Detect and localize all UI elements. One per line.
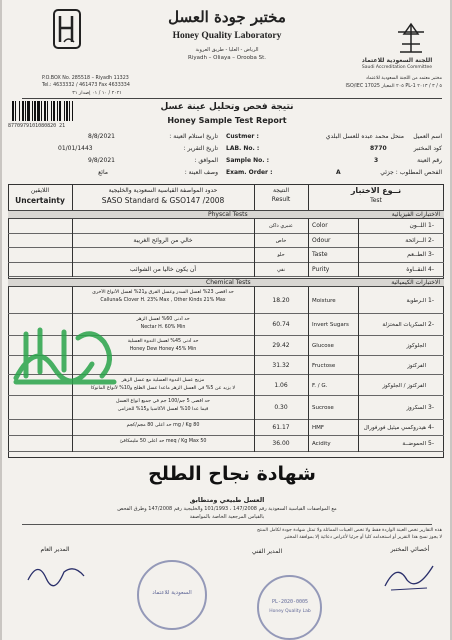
chemical-result: 36.00 bbox=[272, 440, 290, 447]
exam-label-en: Exam. Order : bbox=[226, 169, 273, 176]
chemical-result: 0.30 bbox=[274, 404, 288, 411]
physical-test-ar: الــرائحة bbox=[405, 236, 426, 244]
chemical-row bbox=[8, 396, 444, 420]
physical-test-num: 2- bbox=[428, 236, 434, 244]
physical-test-num: 1- bbox=[428, 222, 434, 229]
chemical-test-ar: السكروز bbox=[406, 405, 426, 411]
barcode-number: 8770979101080820 21 bbox=[8, 123, 66, 129]
conclusion-rule bbox=[22, 524, 432, 525]
chemical-section-header bbox=[8, 278, 444, 287]
corresponding-value: 9/8/2021 bbox=[88, 157, 115, 164]
physical-limit: خالي من الروائح الغريبة bbox=[133, 236, 193, 244]
corresponding-label: الموافق : bbox=[194, 157, 218, 164]
chemical-test-en: Moisture bbox=[312, 297, 336, 304]
accreditation-ar: اللجنة السعودية للاعتماد bbox=[361, 57, 433, 64]
exam-value: A bbox=[336, 169, 341, 176]
sample-desc-value: مائع bbox=[98, 169, 108, 176]
chemical-limit-line: مزيج عسل الندوة العسلية مع عسل الزهر bbox=[121, 378, 205, 383]
physical-test-en: Color bbox=[312, 222, 328, 229]
chemical-title-en: Chemical Tests bbox=[206, 279, 251, 286]
physical-result: نقي bbox=[276, 266, 286, 273]
physical-row bbox=[8, 263, 444, 278]
sample-no-label-ar: رقم العينة bbox=[417, 157, 442, 164]
address-en: Riyadh – Oliaya – Orooba St. bbox=[187, 55, 267, 61]
chemical-test-en: Sucrose bbox=[312, 405, 334, 411]
chemical-test-ar: الجلوكوز bbox=[406, 343, 426, 349]
info-block bbox=[8, 131, 444, 181]
chemical-test-ar: الـرطوبة bbox=[406, 297, 426, 304]
physical-test-num: 4- bbox=[428, 265, 434, 273]
barcode bbox=[10, 100, 102, 122]
calligraphy-watermark bbox=[6, 320, 126, 390]
signature-specialist bbox=[377, 556, 441, 596]
sample-no-label-en: Sample No. : bbox=[226, 157, 270, 164]
accreditation-note: مختبر معتمد من اللجنة السعودية للاعتماد bbox=[365, 76, 442, 81]
receive-date-label: تاريخ استلام العينة : bbox=[169, 133, 218, 140]
chemical-limit-line: 50 meq / Kg Max حد أعلى 50 مليمكافئ bbox=[119, 439, 207, 444]
lab-no-label-ar: كود المختبر bbox=[413, 145, 442, 152]
chemical-result: 18.20 bbox=[272, 296, 290, 304]
header-rule bbox=[22, 98, 442, 99]
physical-result: حلو bbox=[277, 252, 285, 259]
physical-result: عنبري داكن bbox=[268, 223, 294, 229]
th-result-ar: النتيجة bbox=[272, 187, 290, 194]
sample-no-value: 3 bbox=[374, 157, 379, 164]
chemical-test-en: Fructose bbox=[312, 362, 336, 369]
accreditation-en: Saudi Accreditation Committee bbox=[361, 65, 433, 70]
chemical-test-num: 5- bbox=[428, 440, 434, 447]
manager-label: المدير العام bbox=[40, 546, 70, 553]
conclusion-heading: العسل طبيعي ومتطابق bbox=[189, 496, 265, 504]
report-date-label: تاريخ التقرير : bbox=[183, 145, 218, 152]
footer-note-1: هذه التقارير تخص العينة الواردة فقط ولا تخص العينات المماثلة ولا تمثل شهادة جودة لكامل المنتج bbox=[256, 528, 442, 533]
report-title-ar: نتيجة فحص وتحليل عينة عسل bbox=[160, 102, 294, 112]
chemical-test-en: Invert Sugars bbox=[312, 322, 349, 328]
pobox: P.O.BOX No. 285518 – Riyadh 11323 bbox=[42, 76, 129, 81]
physical-test-ar: النقــاوة bbox=[406, 265, 426, 273]
chemical-test-ar: السكريات المختزلة bbox=[382, 322, 426, 328]
sample-desc-label: وصف العينة : bbox=[184, 169, 218, 176]
th-test-en: Test bbox=[370, 197, 382, 204]
chemical-limit-line: Calluna& Clover H. 23% Max , Other Kinds 21% Max bbox=[100, 298, 226, 303]
physical-row bbox=[8, 219, 444, 234]
chemical-test-num: 2- bbox=[428, 321, 434, 328]
chemical-limit-line: فيما عدا 10% لعسل الأكاسيا و15% للخزامى bbox=[117, 407, 209, 412]
chemical-test-en: F. / G. bbox=[312, 382, 328, 389]
chemical-title-ar: الاختبارات الكيميائية bbox=[391, 279, 440, 286]
chemical-test-num: 4- bbox=[428, 424, 434, 431]
customer-label-en: Custmer : bbox=[226, 133, 259, 140]
accreditation-logo bbox=[390, 22, 432, 56]
physical-test-num: 3- bbox=[428, 251, 434, 259]
report-title-en: Honey Sample Test Report bbox=[167, 116, 287, 125]
customer-value: منحل محمد عبده للعسل البلدي bbox=[325, 133, 404, 140]
chemical-limit-line: حد أدنى 45% لعسل الندوة العسلية bbox=[127, 339, 199, 344]
th-limits-en: SASO Standard & GSO147 /2008 bbox=[101, 196, 225, 205]
physical-test-ar: اللــون bbox=[409, 222, 426, 229]
report-date-value: 01/01/1443 bbox=[58, 145, 93, 152]
th-uncertainty-en: Uncertainty bbox=[15, 196, 65, 205]
th-test-ar: نــوع الاختبار bbox=[350, 186, 402, 195]
chemical-test-en: Acidity bbox=[312, 441, 331, 447]
physical-result: خاص bbox=[275, 237, 287, 244]
chemical-limit-line: حد أقصى 23% لعسل السدر وعسل الفرق و21% لعسل الأنواع الأخرى bbox=[92, 290, 234, 295]
chemical-result: 31.32 bbox=[272, 361, 290, 369]
issue-code: ٢٠٢١ / ١٠ / ٠١ إصدار ٣١ bbox=[72, 91, 122, 96]
footer-note-2: لا يجوز نسخ هذا التقرير أو استخدامه كليا أو جزئيا لأغراض دعائية إلا بموافقة المختبر bbox=[284, 535, 442, 540]
stamp-text-3: Honey Quality Lab bbox=[269, 609, 311, 614]
th-result-en: Result bbox=[271, 196, 291, 203]
chemical-result: 60.74 bbox=[272, 321, 290, 328]
address-ar: الرياض - العليا - طريق العروبة bbox=[195, 47, 259, 53]
chemical-row bbox=[8, 420, 444, 436]
tel-fax: Tel.: 4633332 / 461473 Fax 4633334 bbox=[42, 83, 130, 88]
stamp-text-1: السعودية للاعتماد bbox=[152, 590, 192, 596]
stamp-lab bbox=[257, 575, 322, 640]
physical-test-en: Odour bbox=[312, 236, 331, 244]
report-paper bbox=[2, 0, 450, 640]
physical-row bbox=[8, 248, 444, 263]
chemical-test-ar: الفركتوز / الجلوكوز bbox=[382, 382, 426, 389]
chemical-row bbox=[8, 287, 444, 314]
lab-name-ar: مختبر جودة العسل bbox=[168, 8, 286, 26]
chemical-result: 29.42 bbox=[272, 342, 290, 349]
chemical-limit-line: حد أدنى 60% لعسل الزهر bbox=[136, 317, 190, 322]
header bbox=[2, 0, 450, 100]
lab-no-label-en: LAB. No. : bbox=[226, 145, 260, 152]
signature-manager bbox=[24, 558, 88, 588]
physical-limit: أن يكون خاليا من الشوائب bbox=[129, 265, 197, 273]
physical-row bbox=[8, 234, 444, 249]
chemical-test-num: 3- bbox=[428, 404, 434, 411]
th-limits-ar: حدود المواصفة القياسية السعودية والخليجية bbox=[108, 187, 218, 194]
table-header bbox=[8, 184, 444, 210]
chemical-test-en: HMF bbox=[312, 425, 325, 431]
physical-title-ar: الاختبارات الفيزيائية bbox=[391, 211, 440, 218]
tech-manager-label: المدير الفني bbox=[251, 548, 283, 555]
specialist-label: أخصائي المختبر bbox=[390, 546, 430, 553]
chemical-limit-line: Honey Dew Honey 45% Min bbox=[129, 347, 197, 352]
chemical-result: 61.17 bbox=[272, 424, 290, 431]
chemical-test-en: Glucose bbox=[312, 343, 334, 349]
stamp-accreditation bbox=[137, 560, 207, 630]
chemical-test-ar: الفركتوز bbox=[407, 362, 426, 369]
chemical-test-num: 1- bbox=[428, 296, 434, 304]
customer-label-ar: اسم العميل bbox=[413, 133, 442, 140]
chemical-test-ar: الحموضــة bbox=[402, 441, 426, 447]
physical-section-header bbox=[8, 210, 444, 219]
exam-label-ar: الفحص المطلوب : جزئي bbox=[380, 169, 442, 176]
physical-test-en: Taste bbox=[312, 251, 328, 259]
th-uncertainty-ar: اللايقين bbox=[30, 187, 50, 194]
overlay-title: شهادة نجاح الطلح bbox=[148, 463, 316, 485]
chemical-result: 1.06 bbox=[274, 381, 288, 389]
conclusion-line1: مع المواصفات القياسية السعودية رقم 147/2008 ، 101/1993 والخليجية رقم 147/2008 وطرق الفحص bbox=[117, 506, 337, 512]
chemical-limit-line: لا يزيد عن 5% في العسل الزهر ماعدا عسل الطلح و10% لأنواع المانوكا bbox=[90, 386, 236, 391]
chemical-limit-line: حد أقصى 5 جم/100 جم في جميع أنواع العسل bbox=[115, 399, 211, 404]
chemical-row bbox=[8, 436, 444, 452]
lab-no-value: 8770 bbox=[370, 145, 387, 152]
physical-title-en: Physcal Tests bbox=[208, 211, 248, 218]
receive-date-value: 8/8/2021 bbox=[88, 133, 115, 140]
stamp-text-2: PL-2020-0005 bbox=[271, 599, 309, 605]
lab-name-en: Honey Quality Laboratory bbox=[172, 31, 282, 41]
physical-test-ar: الطــعم bbox=[407, 251, 426, 259]
physical-test-en: Purity bbox=[312, 265, 330, 273]
chemical-test-ar: هيدروكسي ميثيل فورفورال bbox=[363, 425, 426, 431]
conclusion-line2: بالقياس المرجعية الخاصة بالمواصفة bbox=[189, 514, 265, 520]
lab-logo bbox=[52, 8, 82, 50]
accreditation-no: ٥ / ٣ / ٢٠١٣ PL-1 ٢٠٥ المعيار ISO/IEC 17025 bbox=[345, 84, 442, 89]
chemical-limit-line: Nectar H. 60% Min bbox=[140, 325, 186, 330]
chemical-limit-line: 80 mg / Kg حد أعلى 80 مجم/كجم bbox=[126, 423, 200, 428]
